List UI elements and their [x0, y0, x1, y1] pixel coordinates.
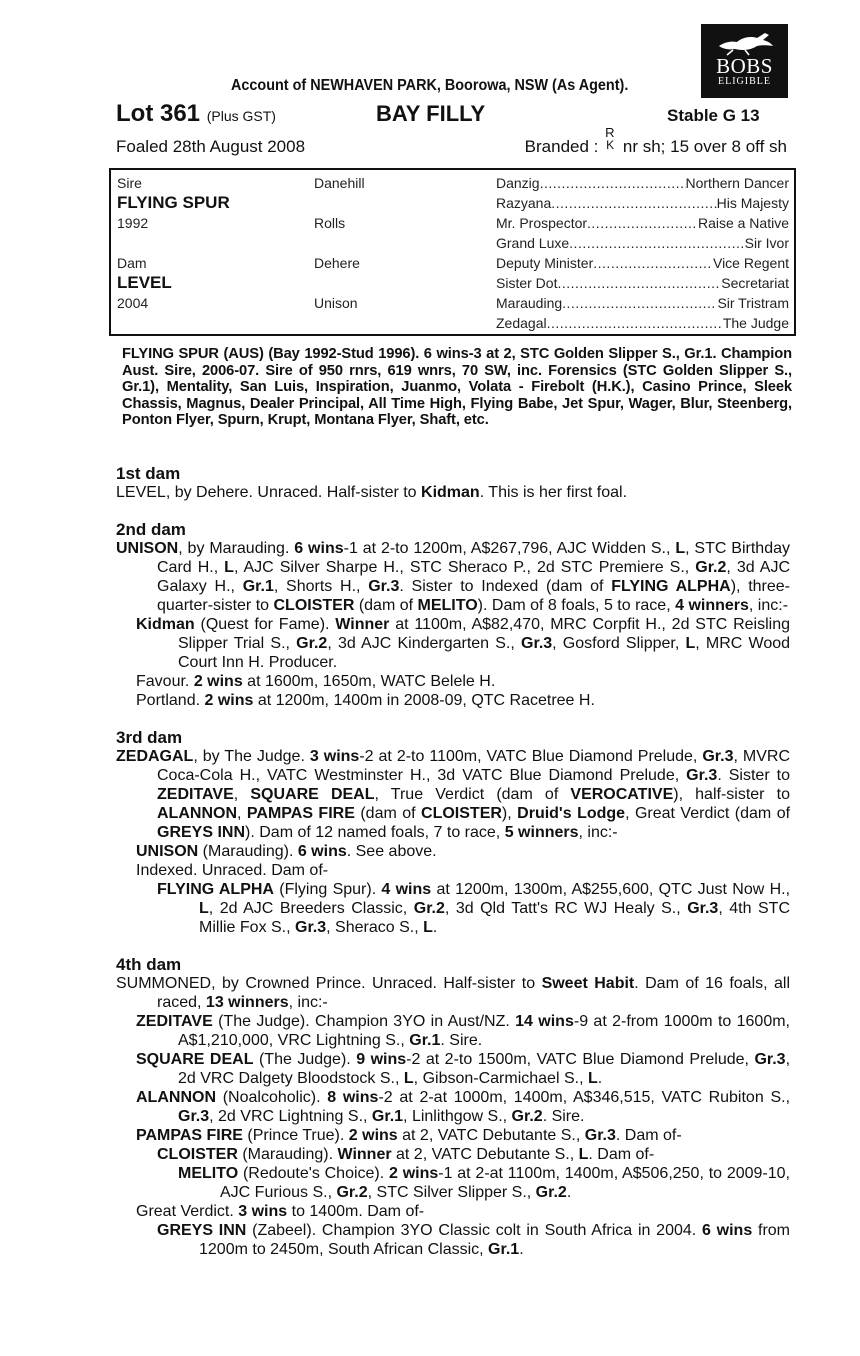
great-grandparent-row — [496, 233, 789, 253]
text-run: at 1200m, 1400m in 2008-09, QTC Racetree H. — [253, 692, 595, 709]
progeny-entry — [116, 861, 790, 880]
bold-text: PAMPAS FIRE — [136, 1127, 243, 1144]
text-run: Favour. — [136, 673, 194, 690]
text-run: -2 at 2-at 1000m, 1400m, A$346,515, VATC Rubiton S., — [378, 1089, 791, 1106]
text-run: ). Dam of 12 named foals, 7 to race, — [245, 824, 505, 841]
text-run: , MRC Wood Court Inn H. Producer. — [178, 635, 791, 671]
bold-text: Gr.1 — [488, 1241, 520, 1258]
text-run: ), — [501, 805, 518, 822]
text-run: , Gibson-Carmichael S., — [413, 1070, 588, 1087]
text-run: (The Judge). — [253, 1051, 357, 1068]
text-run: LEVEL, by Dehere. Unraced. Half-sister to — [116, 484, 422, 501]
progeny-entry — [116, 1145, 790, 1164]
brand-mark — [605, 125, 615, 157]
text-run: , 3d AJC Kindergarten S., — [327, 635, 522, 652]
text-run: -2 at 2-to 1500m, VATC Blue Diamond Prelude, — [406, 1051, 755, 1068]
great-grandparent-left: Sister Dot — [496, 275, 558, 291]
text-run: (Quest for Fame). — [194, 616, 336, 633]
great-grandparent-row — [496, 213, 789, 233]
bold-text: Gr.3 — [702, 748, 734, 765]
horse-description: BAY FILLY — [376, 101, 486, 126]
bold-text: SQUARE DEAL — [250, 786, 375, 803]
text-run: -1 at 2-to 1200m, A$267,796, AJC Widden S., — [343, 540, 676, 557]
text-run: at 2, VATC Debutante S., — [397, 1127, 585, 1144]
bold-text: L — [675, 540, 686, 557]
text-run: . — [597, 1070, 603, 1087]
bold-text: 2 wins — [193, 673, 243, 690]
text-run: at 1200m, 1300m, A$255,600, QTC Just Now H., — [431, 881, 791, 898]
text-run: , 2d AJC Breeders Classic, — [208, 900, 414, 917]
text-run: , — [237, 805, 247, 822]
text-run: Great Verdict. — [136, 1203, 239, 1220]
bold-text: Gr.3 — [295, 919, 327, 936]
bold-text: Winner — [337, 1146, 392, 1163]
granddam-paternal: Rolls — [314, 215, 346, 231]
bold-text: UNISON — [116, 540, 179, 557]
text-run: , 4th STC Millie Fox S., — [199, 900, 790, 936]
text-run: , by Marauding. — [178, 540, 295, 557]
text-run: . Dam of- — [615, 1127, 682, 1144]
text-run: , STC Birthday Card H., — [157, 540, 790, 576]
bold-text: L — [199, 900, 209, 917]
bold-text: Gr.2 — [695, 559, 727, 576]
brand-suffix: nr sh; 15 over 8 off sh — [622, 137, 787, 156]
great-grandparent-right: Secretariat — [721, 275, 789, 291]
bold-text: Gr.3 — [368, 578, 400, 595]
bold-text: L — [587, 1070, 598, 1087]
sire-year: 1992 — [117, 215, 149, 231]
stable-number: Stable G 13 — [667, 106, 760, 125]
text-run: at 1600m, 1650m, WATC Belele H. — [242, 673, 496, 690]
great-grandparent-left: Razyana — [496, 195, 552, 211]
great-grandparent-right: Sir Ivor — [744, 235, 789, 251]
dam-entry — [116, 747, 790, 842]
text-run: , — [233, 786, 251, 803]
third-dam-heading: 3rd dam — [116, 728, 183, 747]
bold-text: Kidman — [136, 616, 195, 633]
bold-text: Kidman — [421, 484, 480, 501]
text-run: to 1400m. Dam of- — [287, 1203, 425, 1220]
text-run: (Redoute's Choice). — [238, 1165, 389, 1182]
bold-text: 9 wins — [356, 1051, 407, 1068]
progeny-entry — [116, 842, 790, 861]
text-run: , 3d Qld Tatt's RC WJ Healy S., — [444, 900, 688, 917]
bold-text: 3 wins — [238, 1203, 288, 1220]
bold-text: L — [403, 1070, 414, 1087]
great-grandparent-row — [496, 273, 789, 293]
bold-text: Gr.3 — [687, 900, 719, 917]
lot-label: Lot 361 — [116, 100, 201, 127]
text-run: , inc:- — [748, 597, 789, 614]
bold-text: VEROCATIVE — [570, 786, 674, 803]
bold-text: Gr.1 — [409, 1032, 441, 1049]
text-run: . This is her first foal. — [479, 484, 628, 501]
text-run: (dam of — [354, 597, 418, 614]
great-grandparent-row — [496, 293, 789, 313]
bold-text: ZEDAGAL — [116, 748, 194, 765]
logo-text-bobs: BOBS — [716, 54, 773, 78]
dam-name: LEVEL — [117, 273, 172, 292]
great-grandparent-row — [496, 253, 789, 273]
bold-text: Gr.1 — [371, 1108, 404, 1125]
text-run: . Sire. — [440, 1032, 483, 1049]
catalogue-body — [116, 464, 790, 1259]
bold-text: L — [423, 919, 433, 936]
text-run: Indexed. Unraced. Dam of- — [136, 862, 329, 879]
bold-text: GREYS INN — [157, 824, 246, 841]
bold-text: Gr.3 — [686, 767, 718, 784]
bold-text: Sweet Habit — [541, 975, 635, 992]
text-run: at 2, VATC Debutante S., — [391, 1146, 579, 1163]
sire-name: FLYING SPUR — [117, 193, 230, 212]
dam-entry — [116, 974, 790, 1012]
bold-text: UNISON — [136, 843, 199, 860]
text-run: (dam of — [354, 805, 422, 822]
bold-text: L — [224, 559, 234, 576]
text-run: . Dam of 16 foals, all raced, — [157, 975, 790, 1011]
bold-text: Winner — [335, 616, 390, 633]
great-grandparent-left: Danzig — [496, 175, 540, 191]
text-run: , STC Silver Slipper S., — [367, 1184, 536, 1201]
text-run: , Shorts H., — [273, 578, 369, 595]
bold-text: GREYS INN — [157, 1222, 247, 1239]
bold-text: 2 wins — [204, 692, 254, 709]
bold-text: 2 wins — [389, 1165, 439, 1182]
text-run: ), three-quarter-sister to — [157, 578, 791, 614]
progeny-entry — [116, 691, 790, 710]
bold-text: Druid's Lodge — [517, 805, 626, 822]
text-run: , Gosford Slipper, — [552, 635, 686, 652]
bold-text: 6 wins — [297, 843, 347, 860]
great-grandparent-right: Raise a Native — [697, 215, 789, 231]
text-run: from 1200m to 2450m, South African Classic, — [199, 1222, 791, 1258]
bold-text: 6 wins — [294, 540, 344, 557]
bold-text: ZEDITAVE — [136, 1013, 213, 1030]
text-run: , by The Judge. — [193, 748, 310, 765]
racehorse-icon — [715, 28, 775, 56]
text-run: , True Verdict (dam of — [374, 786, 571, 803]
sire-summary: FLYING SPUR (AUS) (Bay 1992-Stud 1996). 6 wins-3 at 2, STC Golden Slipper S., Gr.1. Champion Aust. Sire, 2006-07. Sire of 950 rnrs, 619 wnrs, 70 SW, inc. Forensics (STC Golden Slipper S., Gr.1), Mentality, San Luis, Inspiration, Juanmo, Volata - Firebolt (H.K.), Casino Prince, Sleek Chassis, Magnus, Dealer Principal, All Time High, Flying Babe, Jet Spur, Wager, Blur, Steenberg, Ponton Flyer, Spurn, Krupt, Montana Flyer, Shaft, etc. — [122, 346, 792, 428]
bold-text: ALANNON — [136, 1089, 216, 1106]
great-grandparent-left: Zedagal — [496, 315, 547, 331]
text-run: . — [519, 1241, 524, 1258]
text-run: ), half-sister to — [673, 786, 790, 803]
progeny-entry — [116, 880, 790, 937]
text-run: (Marauding). — [237, 1146, 338, 1163]
bold-text: ZEDITAVE — [157, 786, 234, 803]
bold-text: FLYING ALPHA — [611, 578, 731, 595]
dam-entry — [116, 539, 790, 615]
text-run: , 2d VRC Dalgety Bloodstock S., — [178, 1051, 791, 1087]
text-run: , Great Verdict (dam of — [625, 805, 791, 822]
bold-text: SQUARE DEAL — [136, 1051, 254, 1068]
gst-note: (Plus GST) — [206, 108, 276, 124]
bold-text: L — [685, 635, 696, 652]
progeny-entry — [116, 1126, 790, 1145]
text-run: , 2d VRC Lightning S., — [209, 1108, 372, 1125]
bold-text: 4 winners — [675, 597, 749, 614]
bold-text: 8 wins — [327, 1089, 379, 1106]
bold-text: L — [578, 1146, 589, 1163]
bold-text: Gr.2 — [511, 1108, 543, 1125]
great-grandparent-right: His Majesty — [716, 195, 789, 211]
text-run: , Linlithgow S., — [403, 1108, 512, 1125]
progeny-entry — [116, 1221, 790, 1259]
great-grandparent-row — [496, 193, 789, 213]
pedigree-table — [109, 168, 796, 336]
bold-text: Gr.2 — [296, 635, 328, 652]
lot-number — [116, 100, 276, 128]
progeny-entry — [116, 1088, 790, 1126]
text-run: -9 at 2-from 1000m to 1600m, A$1,210,000, VRC Lightning S., — [178, 1013, 790, 1049]
text-run: , inc:- — [578, 824, 618, 841]
text-run: -1 at 2-at 1100m, 1400m, A$506,250, to 2009-10, AJC Furious S., — [220, 1165, 791, 1201]
text-run: . Dam of- — [588, 1146, 655, 1163]
brand-mark-top: R — [605, 125, 615, 140]
text-run: . Sister to Indexed (dam of — [399, 578, 612, 595]
text-run: . Sister to — [717, 767, 791, 784]
dam-label: Dam — [117, 255, 147, 271]
vendor-account: Account of NEWHAVEN PARK, Boorowa, NSW (As Agent). — [231, 77, 629, 94]
great-grandparent-row — [496, 313, 789, 333]
bold-text: 5 winners — [504, 824, 579, 841]
text-run: -2 at 2-to 1100m, VATC Blue Diamond Prelude, — [359, 748, 703, 765]
progeny-entry — [116, 1050, 790, 1088]
text-run: . — [432, 919, 438, 936]
progeny-entry — [116, 1202, 790, 1221]
text-run: (Flying Spur). — [274, 881, 382, 898]
dam-year: 2004 — [117, 295, 149, 311]
bold-text: PAMPAS FIRE — [246, 805, 355, 822]
bold-text: Gr.2 — [336, 1184, 368, 1201]
great-grandparent-right: Vice Regent — [712, 255, 789, 271]
progeny-entry — [116, 1012, 790, 1050]
brand-mark-bottom: K — [606, 138, 615, 152]
bold-text: CLOISTER — [157, 1146, 238, 1163]
text-run: (The Judge). Champion 3YO in Aust/NZ. — [212, 1013, 516, 1030]
bold-text: CLOISTER — [273, 597, 355, 614]
bold-text: 3 wins — [309, 748, 360, 765]
bold-text: MELITO — [417, 597, 478, 614]
text-run: at 1100m, A$82,470, MRC Corpfit H., 2d STC Reisling Slipper Trial S., — [178, 616, 791, 652]
great-grandparent-left: Mr. Prospector — [496, 215, 588, 231]
granddam-maternal: Unison — [314, 295, 358, 311]
great-grandparent-right: Northern Dancer — [685, 175, 789, 191]
dam-entry — [116, 483, 790, 502]
text-run: (Zabeel). Champion 3YO Classic colt in South Africa in 2004. — [246, 1222, 702, 1239]
sire-label: Sire — [117, 175, 142, 191]
bold-text: Gr.3 — [521, 635, 553, 652]
text-run: , 3d AJC Galaxy H., — [157, 559, 790, 595]
bold-text: Gr.1 — [242, 578, 274, 595]
text-run: , AJC Silver Sharpe H., STC Sheraco P., 2d STC Premiere S., — [233, 559, 696, 576]
progeny-entry — [116, 672, 790, 691]
bobs-eligible-logo — [701, 24, 788, 98]
grandsire-paternal: Danehill — [314, 175, 365, 191]
bold-text: FLYING ALPHA — [157, 881, 274, 898]
bold-text: 2 wins — [348, 1127, 398, 1144]
text-run: Portland. — [136, 692, 205, 709]
brand-info — [524, 125, 787, 157]
great-grandparent-right: The Judge — [722, 315, 789, 331]
great-grandparent-left: Marauding — [496, 295, 563, 311]
progeny-entry — [116, 1164, 790, 1202]
text-run: , inc:- — [288, 994, 328, 1011]
great-grandparent-right: Sir Tristram — [717, 295, 789, 311]
progeny-entry — [116, 615, 790, 672]
bold-text: 4 wins — [381, 881, 432, 898]
text-run: (Prince True). — [242, 1127, 349, 1144]
text-run: . — [566, 1184, 572, 1201]
bold-text: Gr.3 — [178, 1108, 210, 1125]
brand-prefix: Branded : — [524, 137, 599, 156]
first-dam-heading: 1st dam — [116, 464, 181, 483]
text-run: (Noalcoholic). — [216, 1089, 328, 1106]
text-run: ). Dam of 8 foals, 5 to race, — [477, 597, 676, 614]
bold-text: Gr.3 — [754, 1051, 786, 1068]
bold-text: ALANNON — [157, 805, 237, 822]
bold-text: MELITO — [178, 1165, 239, 1182]
bold-text: 6 wins — [702, 1222, 753, 1239]
second-dam-heading: 2nd dam — [116, 520, 186, 539]
text-run: SUMMONED, by Crowned Prince. Unraced. Half-sister to — [116, 975, 542, 992]
bold-text: Gr.3 — [584, 1127, 616, 1144]
text-run: . Sire. — [542, 1108, 585, 1125]
great-grandparent-row — [496, 173, 789, 193]
text-run: (Marauding). — [198, 843, 298, 860]
bold-text: 13 winners — [205, 994, 289, 1011]
bold-text: CLOISTER — [421, 805, 502, 822]
great-grandparent-left: Grand Luxe — [496, 235, 570, 251]
grandsire-maternal: Dehere — [314, 255, 360, 271]
bold-text: Gr.2 — [413, 900, 445, 917]
text-run: . See above. — [346, 843, 437, 860]
bold-text: 14 wins — [515, 1013, 574, 1030]
fourth-dam-heading: 4th dam — [116, 955, 182, 974]
text-run: , Sheraco S., — [326, 919, 424, 936]
foaled-date: Foaled 28th August 2008 — [116, 137, 306, 156]
great-grandparent-left: Deputy Minister — [496, 255, 594, 271]
logo-text-eligible: ELIGIBLE — [718, 76, 771, 87]
text-run: , MVRC Coca-Cola H., VATC Westminster H., 3d VATC Blue Diamond Prelude, — [157, 748, 791, 784]
bold-text: Gr.2 — [535, 1184, 567, 1201]
